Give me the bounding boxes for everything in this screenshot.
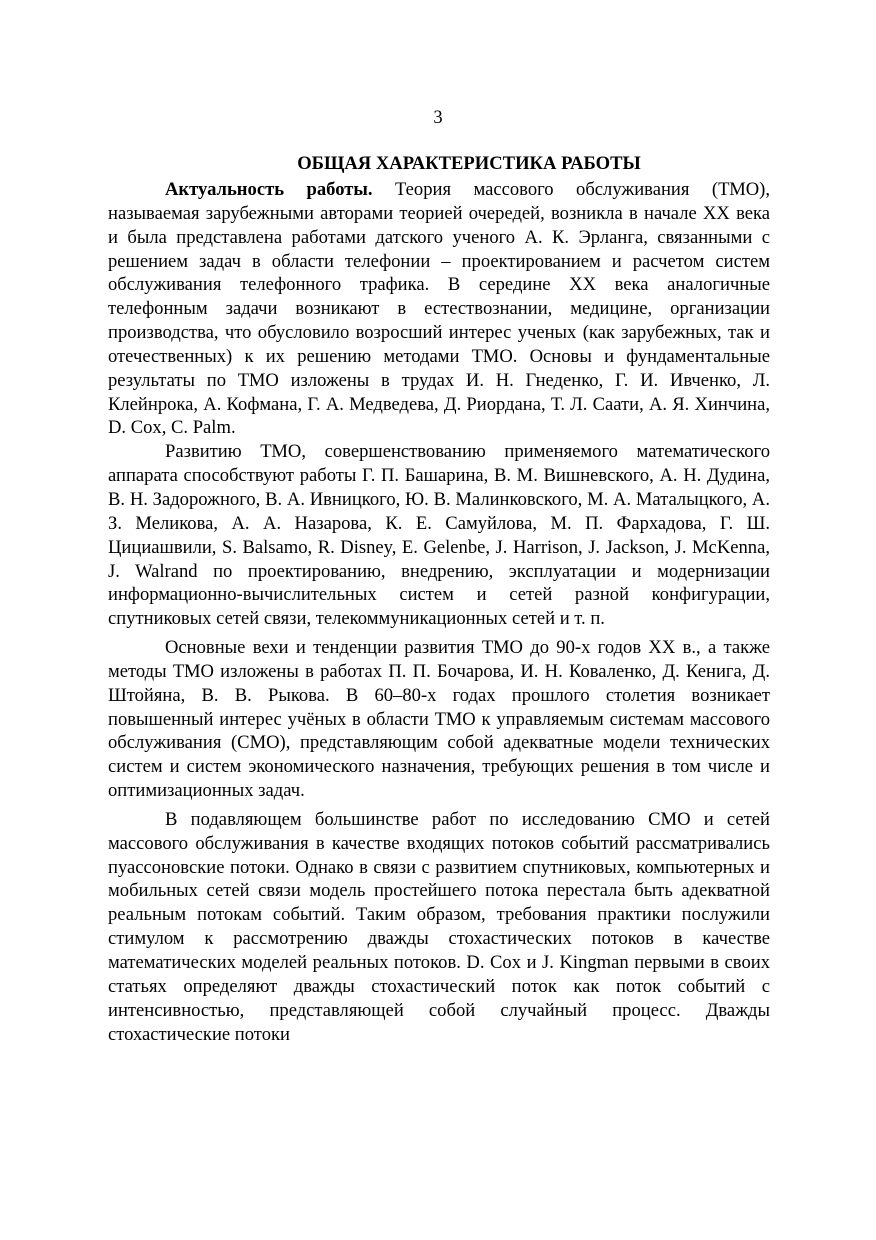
- paragraph-development: Развитию ТМО, совершенствованию применяемого математического аппарата способствуют работы Г. П. Башарина, В. М. Вишневского, А. Н. Дудина, В. Н. Задорожного, В. А. Ивницкого, Ю. В. Малинковского, М. А. Маталыцкого, А. З. Меликова, А. А. Назарова, К. Е. Самуйлова, М. П. Фархадова, Г. Ш. Цициашвили, S. Balsamo, R. Disney, E. Gelenbe, J. Harrison, J. Jackson, J. McKenna, J. Walrand по проектированию, внедрению, эксплуатации и модернизации информационно-вычислительных систем и сетей разной конфигурации, спутниковых сетей связи, телекоммуникационных сетей и т. п.: [108, 441, 770, 630]
- section-title: ОБЩАЯ ХАРАКТЕРИСТИКА РАБОТЫ: [297, 153, 641, 174]
- paragraph-poisson-flows: В подавляющем большинстве работ по исследованию СМО и сетей массового обслуживания в качестве входящих потоков событий рассматривались пуассоновские потоки. Однако в связи с развитием спутниковых, компьютерных и мобильных сетей связи модель простейшего потока перестала быть адекватной реальным потокам событий. Таким образом, требования практики послужили стимулом к рассмотрению дважды стохастических потоков в качестве математических моделей реальных потоков. D. Cox и J. Kingman первыми в своих статьях определяют дважды стохастический поток как поток событий с интенсивностью, представляющей собой случайный процесс. Дважды стохастические потоки: [108, 808, 770, 1045]
- paragraph-text: Теория массового обслуживания (ТМО), называемая зарубежными авторами теорией очередей, возникла в начале XX века и была представлена работами датского ученого А. К. Эрланга, связанными с решением задач в области телефонии – проектированием и расчетом систем обслуживания телефонного трафика. В середине XX века аналогичные телефонным задачи возникают в естествознании, медицине, организации производства, что обусловило возросший интерес ученых (как зарубежных, так и отечественных) к их решению методами ТМО. Основы и фундаментальные результаты по ТМО изложены в трудах И. Н. Гнеденко, Г. И. Ивченко, Л. Клейнрока, А. Кофмана, Г. А. Медведева, Д. Риордана, Т. Л. Саати, А. Я. Хинчина, D. Cox, C. Palm.: [108, 179, 770, 439]
- paragraph-milestones: Основные вехи и тенденции развития ТМО до 90-х годов XX в., а также методы ТМО изложены в работах П. П. Бочарова, И. Н. Коваленко, Д. Кенига, Д. Штойяна, В. В. Рыкова. В 60–80-х годах прошлого столетия возникает повышенный интерес учёных в области ТМО к управляемым системам массового обслуживания (СМО), представляющим собой адекватные модели технических систем и систем экономического назначения, требующих решения в том числе и оптимизационных задач.: [108, 637, 770, 802]
- paragraph-lead: Актуальность работы.: [165, 179, 373, 200]
- page-number: 3: [433, 108, 443, 128]
- paragraph-relevance: [108, 178, 770, 440]
- document-body: [108, 152, 770, 1046]
